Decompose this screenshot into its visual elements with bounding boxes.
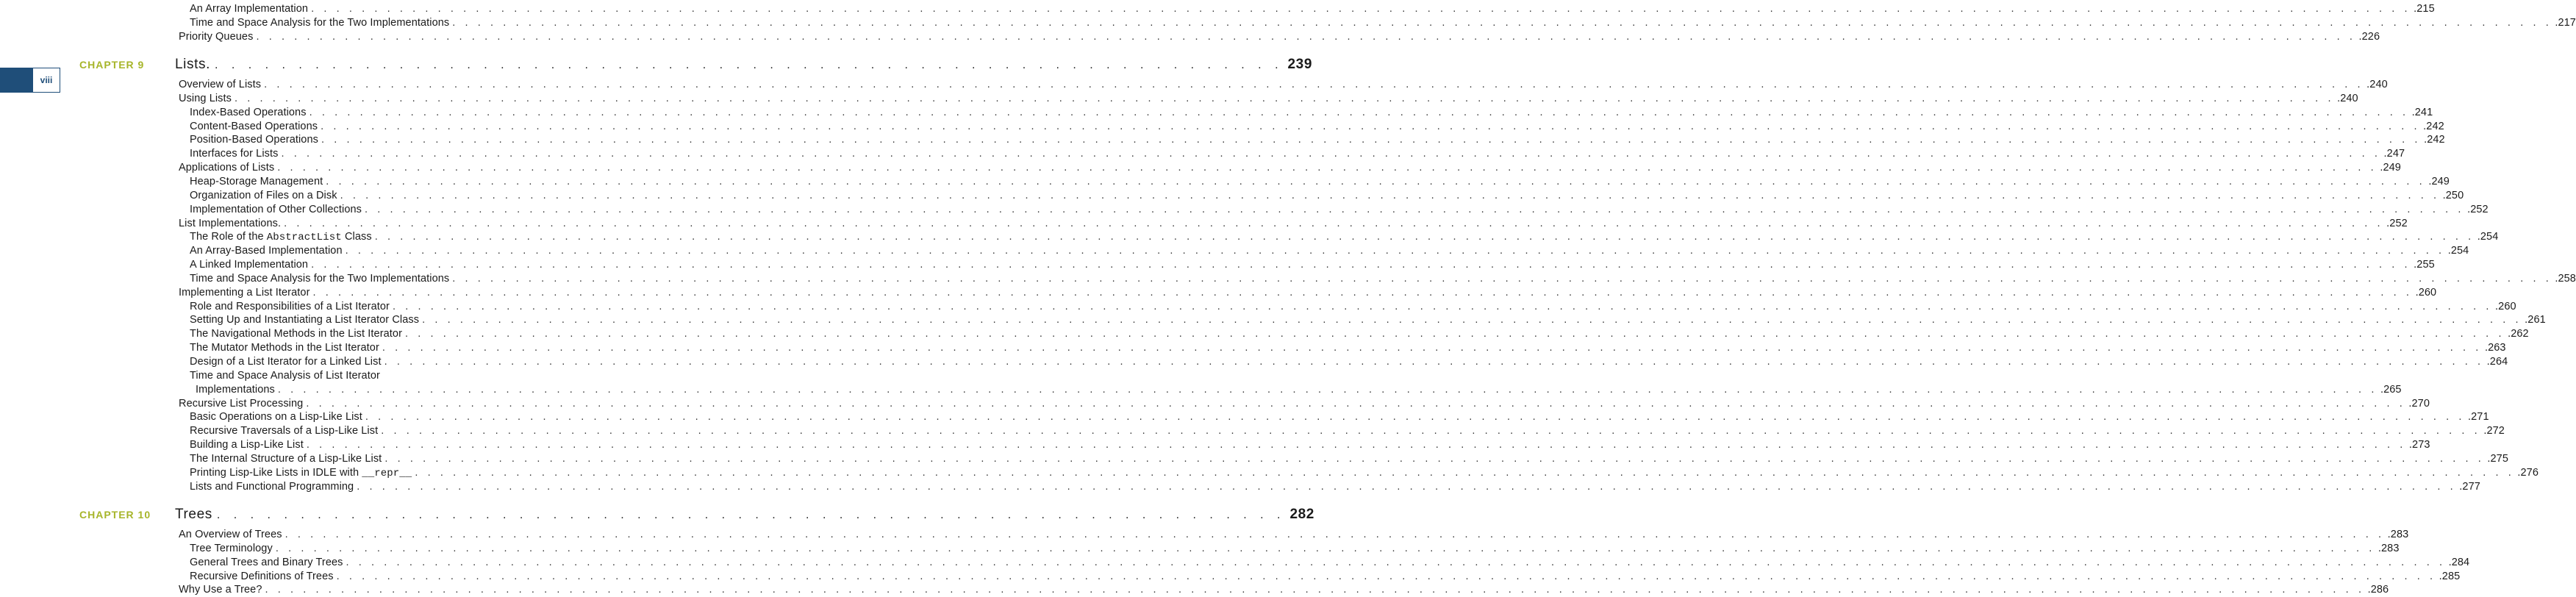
toc-entry-page: .240 (2366, 79, 2388, 90)
toc-entry-page: .264 (2486, 356, 2508, 368)
leader-dots (340, 189, 2440, 203)
toc-entry-page: .286 (2367, 584, 2389, 596)
toc-entry-title: The Mutator Methods in the List Iterator (190, 342, 379, 354)
leader-dots (346, 556, 2446, 570)
chapter-title: Lists. (175, 57, 210, 72)
toc-entry-page: .262 (2508, 328, 2529, 340)
toc-entry-page: .254 (2447, 245, 2469, 257)
toc-entry-title: Implementation of Other Collections (190, 203, 362, 215)
toc-entry-page: .276 (2517, 466, 2539, 479)
toc-entry-title: Organization of Files on a Disk (190, 189, 337, 201)
toc-entry-title: Time and Space Analysis of List Iterator (190, 369, 380, 382)
title-text: Printing Lisp-Like Lists in IDLE with (190, 466, 362, 479)
toc-entry-page: .242 (2423, 120, 2444, 132)
toc-entry[interactable] (179, 78, 2388, 92)
toc-entry-page: .284 (2448, 556, 2470, 568)
toc-entry[interactable] (190, 313, 2546, 327)
toc-entry[interactable] (179, 161, 2401, 175)
leader-dots (281, 147, 2380, 161)
toc-entry[interactable] (179, 397, 2430, 411)
toc-entry-page: .252 (2386, 217, 2408, 229)
toc-entry-title: A Linked Implementation (190, 259, 309, 271)
toc-entry-page: .217 (2555, 16, 2576, 29)
leader-dots (278, 383, 2378, 397)
leader-dots (311, 2, 2411, 16)
leader-dots (256, 30, 2355, 44)
leader-dots (415, 466, 2514, 480)
toc-entry-title: Applications of Lists (179, 162, 275, 174)
toc-entry-title: Position-Based Operations (190, 134, 318, 146)
chapter-title: Trees (175, 507, 212, 522)
toc-entry[interactable] (190, 341, 2506, 355)
toc-entry-page: .283 (2387, 529, 2409, 540)
toc-entry[interactable] (190, 106, 2433, 120)
toc-entry-page: .249 (2428, 175, 2450, 187)
leader-dots (235, 92, 2334, 106)
toc-entry-title: Recursive Definitions of Trees (190, 570, 334, 582)
toc-entry-title: Priority Queues (179, 30, 254, 43)
toc-entry-title: Setting Up and Instantiating a List Iterator Class (190, 314, 420, 326)
leader-dots (277, 161, 2377, 175)
leader-dots (321, 133, 2421, 147)
leader-dots (326, 175, 2425, 189)
toc-entry[interactable] (190, 147, 2405, 161)
toc-entry-page: .215 (2414, 3, 2435, 15)
toc-entry[interactable] (190, 300, 2516, 314)
toc-entry-page: .271 (2467, 411, 2489, 423)
toc-entry-page: .226 (2358, 30, 2380, 43)
toc-entry[interactable] (190, 2, 2435, 16)
toc-entry-page: .252 (2467, 203, 2489, 215)
leader-dots (311, 258, 2411, 272)
toc-entry[interactable] (190, 480, 2480, 494)
toc-entry-title: An Array Implementation (190, 3, 309, 15)
toc-entry-title: Recursive Traversals of a Lisp-Like List (190, 425, 379, 437)
leader-dots (365, 410, 2465, 424)
toc-entry-title: Time and Space Analysis for the Two Implementations (190, 16, 450, 29)
leader-dots (382, 341, 2482, 355)
toc-entry-page: .283 (2378, 542, 2400, 554)
toc-entry[interactable] (190, 570, 2461, 584)
leader-dots (452, 272, 2552, 286)
toc-entry-title: Using Lists (179, 92, 232, 104)
leader-dots (375, 230, 2475, 244)
toc-entry-title: Why Use a Tree? (179, 584, 262, 596)
toc-entry[interactable] (190, 542, 2400, 556)
leader-dots (405, 327, 2505, 341)
toc-entry-title: Overview of Lists (179, 79, 262, 90)
leader-dots (264, 78, 2364, 92)
leader-dots (215, 57, 1284, 74)
leader-dots (313, 286, 2413, 300)
leader-dots (393, 300, 2492, 314)
toc-entry-title: Recursive List Processing (179, 397, 304, 410)
toc-entry-page: .265 (2380, 383, 2402, 396)
toc-entry-title (190, 466, 412, 481)
toc-entry-page: .258 (2555, 272, 2576, 285)
toc-entry[interactable] (196, 383, 2402, 397)
toc-entry-title: Index-Based Operations (190, 106, 307, 118)
toc-entry[interactable] (190, 272, 2576, 286)
toc-entry-title: An Overview of Trees (179, 529, 282, 540)
leader-dots (452, 16, 2552, 30)
toc-entry-page: .261 (2525, 314, 2546, 326)
toc-entry[interactable] (190, 438, 2430, 452)
toc-entry-page: .255 (2414, 259, 2435, 271)
toc-entry-title: Implementations (196, 383, 275, 396)
leader-dots (284, 217, 2383, 231)
title-text: The Role of the (190, 231, 267, 243)
leader-dots (384, 452, 2484, 466)
toc-entry-page: .275 (2487, 452, 2508, 465)
toc-entry-page: .242 (2424, 134, 2445, 146)
toc-entry[interactable] (190, 466, 2539, 480)
leader-dots (346, 244, 2445, 258)
toc-entry-title: Heap-Storage Management (190, 175, 323, 187)
toc-entry[interactable] (190, 189, 2464, 203)
chapter-page: 239 (1287, 57, 1313, 72)
toc-entry[interactable] (190, 133, 2445, 147)
toc-entry-title: Building a Lisp-Like List (190, 439, 304, 451)
toc-entry-title: Basic Operations on a Lisp-Like List (190, 411, 362, 423)
toc-entry[interactable] (179, 286, 2437, 300)
leader-dots (306, 397, 2405, 411)
title-text: Class (341, 231, 372, 243)
leader-dots (307, 438, 2406, 452)
toc-entry[interactable] (190, 410, 2489, 424)
toc-entry-title: An Array-Based Implementation (190, 245, 343, 257)
toc-entry[interactable] (190, 244, 2469, 258)
chapter-9-heading[interactable] (175, 56, 1313, 74)
toc-entry-title: Design of a List Iterator for a Linked List (190, 356, 382, 368)
leader-dots (265, 583, 2365, 597)
toc-entry-page: .263 (2484, 342, 2506, 354)
toc-entry[interactable] (190, 355, 2508, 369)
leader-dots (381, 424, 2480, 438)
leader-dots (422, 313, 2522, 327)
leader-dots (337, 570, 2436, 584)
toc-entry-page: .260 (2495, 300, 2516, 312)
toc-entry[interactable] (190, 203, 2489, 217)
toc-entry[interactable] (190, 230, 2499, 244)
toc-entry-page: .272 (2483, 425, 2505, 437)
toc-entry[interactable] (190, 16, 2576, 30)
toc-entry-title: The Navigational Methods in the List Iterator (190, 328, 403, 340)
toc-entry-title: General Trees and Binary Trees (190, 556, 343, 568)
toc-entry-page: .277 (2459, 480, 2480, 493)
toc-entry[interactable] (179, 217, 2408, 231)
leader-dots (357, 480, 2456, 494)
toc-entry-title: Content-Based Operations (190, 120, 318, 132)
chapter-10-label: CHAPTER 10 (79, 509, 151, 521)
code-text: __repr__ (362, 467, 412, 479)
toc-entry[interactable] (179, 30, 2380, 44)
chapter-10-heading[interactable] (175, 506, 1314, 524)
toc-entry[interactable] (190, 327, 2529, 341)
toc-entry-page: .250 (2442, 189, 2464, 201)
leader-dots (276, 542, 2375, 556)
toc-entry[interactable] (190, 258, 2435, 272)
toc-entry-title: The Internal Structure of a Lisp-Like List (190, 452, 382, 465)
toc-entry[interactable] (190, 452, 2508, 466)
leader-dots (217, 507, 1286, 524)
toc-entry[interactable] (190, 556, 2470, 570)
chapter-9-label: CHAPTER 9 (79, 59, 145, 71)
toc-entry-title: List Implementations. (179, 217, 282, 229)
toc-entry[interactable] (190, 175, 2450, 189)
leader-dots (384, 355, 2484, 369)
toc-entry-page: .285 (2439, 570, 2461, 582)
toc-entry[interactable] (179, 528, 2409, 542)
toc-entry[interactable] (179, 583, 2389, 597)
toc-entry-page: .241 (2411, 106, 2433, 118)
toc-entry-title: Lists and Functional Programming (190, 480, 354, 493)
toc-entry-title (190, 230, 372, 245)
toc-entry-page: .240 (2337, 92, 2358, 104)
toc-entry-title: Tree Terminology (190, 542, 273, 554)
toc-entry-page: .247 (2383, 148, 2405, 160)
toc-entry[interactable] (190, 120, 2444, 134)
toc-entry-page: .249 (2380, 162, 2401, 174)
toc-entry-page: .273 (2408, 439, 2430, 451)
code-text: AbstractList (266, 232, 342, 244)
toc-entry-title: Implementing a List Iterator (179, 286, 310, 298)
toc-entry-title: Interfaces for Lists (190, 148, 279, 160)
leader-dots (365, 203, 2464, 217)
toc-entry[interactable] (179, 92, 2358, 106)
leader-dots (285, 528, 2385, 542)
toc-entry-page: .270 (2408, 397, 2430, 410)
leader-dots (310, 106, 2409, 120)
toc-entry-page: .260 (2415, 286, 2437, 298)
leader-dots (321, 120, 2420, 134)
toc-entry-title: Role and Responsibilities of a List Iterator (190, 300, 390, 312)
chapter-page: 282 (1289, 507, 1314, 522)
toc-entry[interactable] (190, 369, 502, 383)
toc-entry-title: Time and Space Analysis for the Two Implementations (190, 272, 450, 285)
toc-entry-page: .254 (2477, 231, 2499, 243)
page-number: viii (32, 68, 60, 93)
toc-entry[interactable] (190, 424, 2505, 438)
